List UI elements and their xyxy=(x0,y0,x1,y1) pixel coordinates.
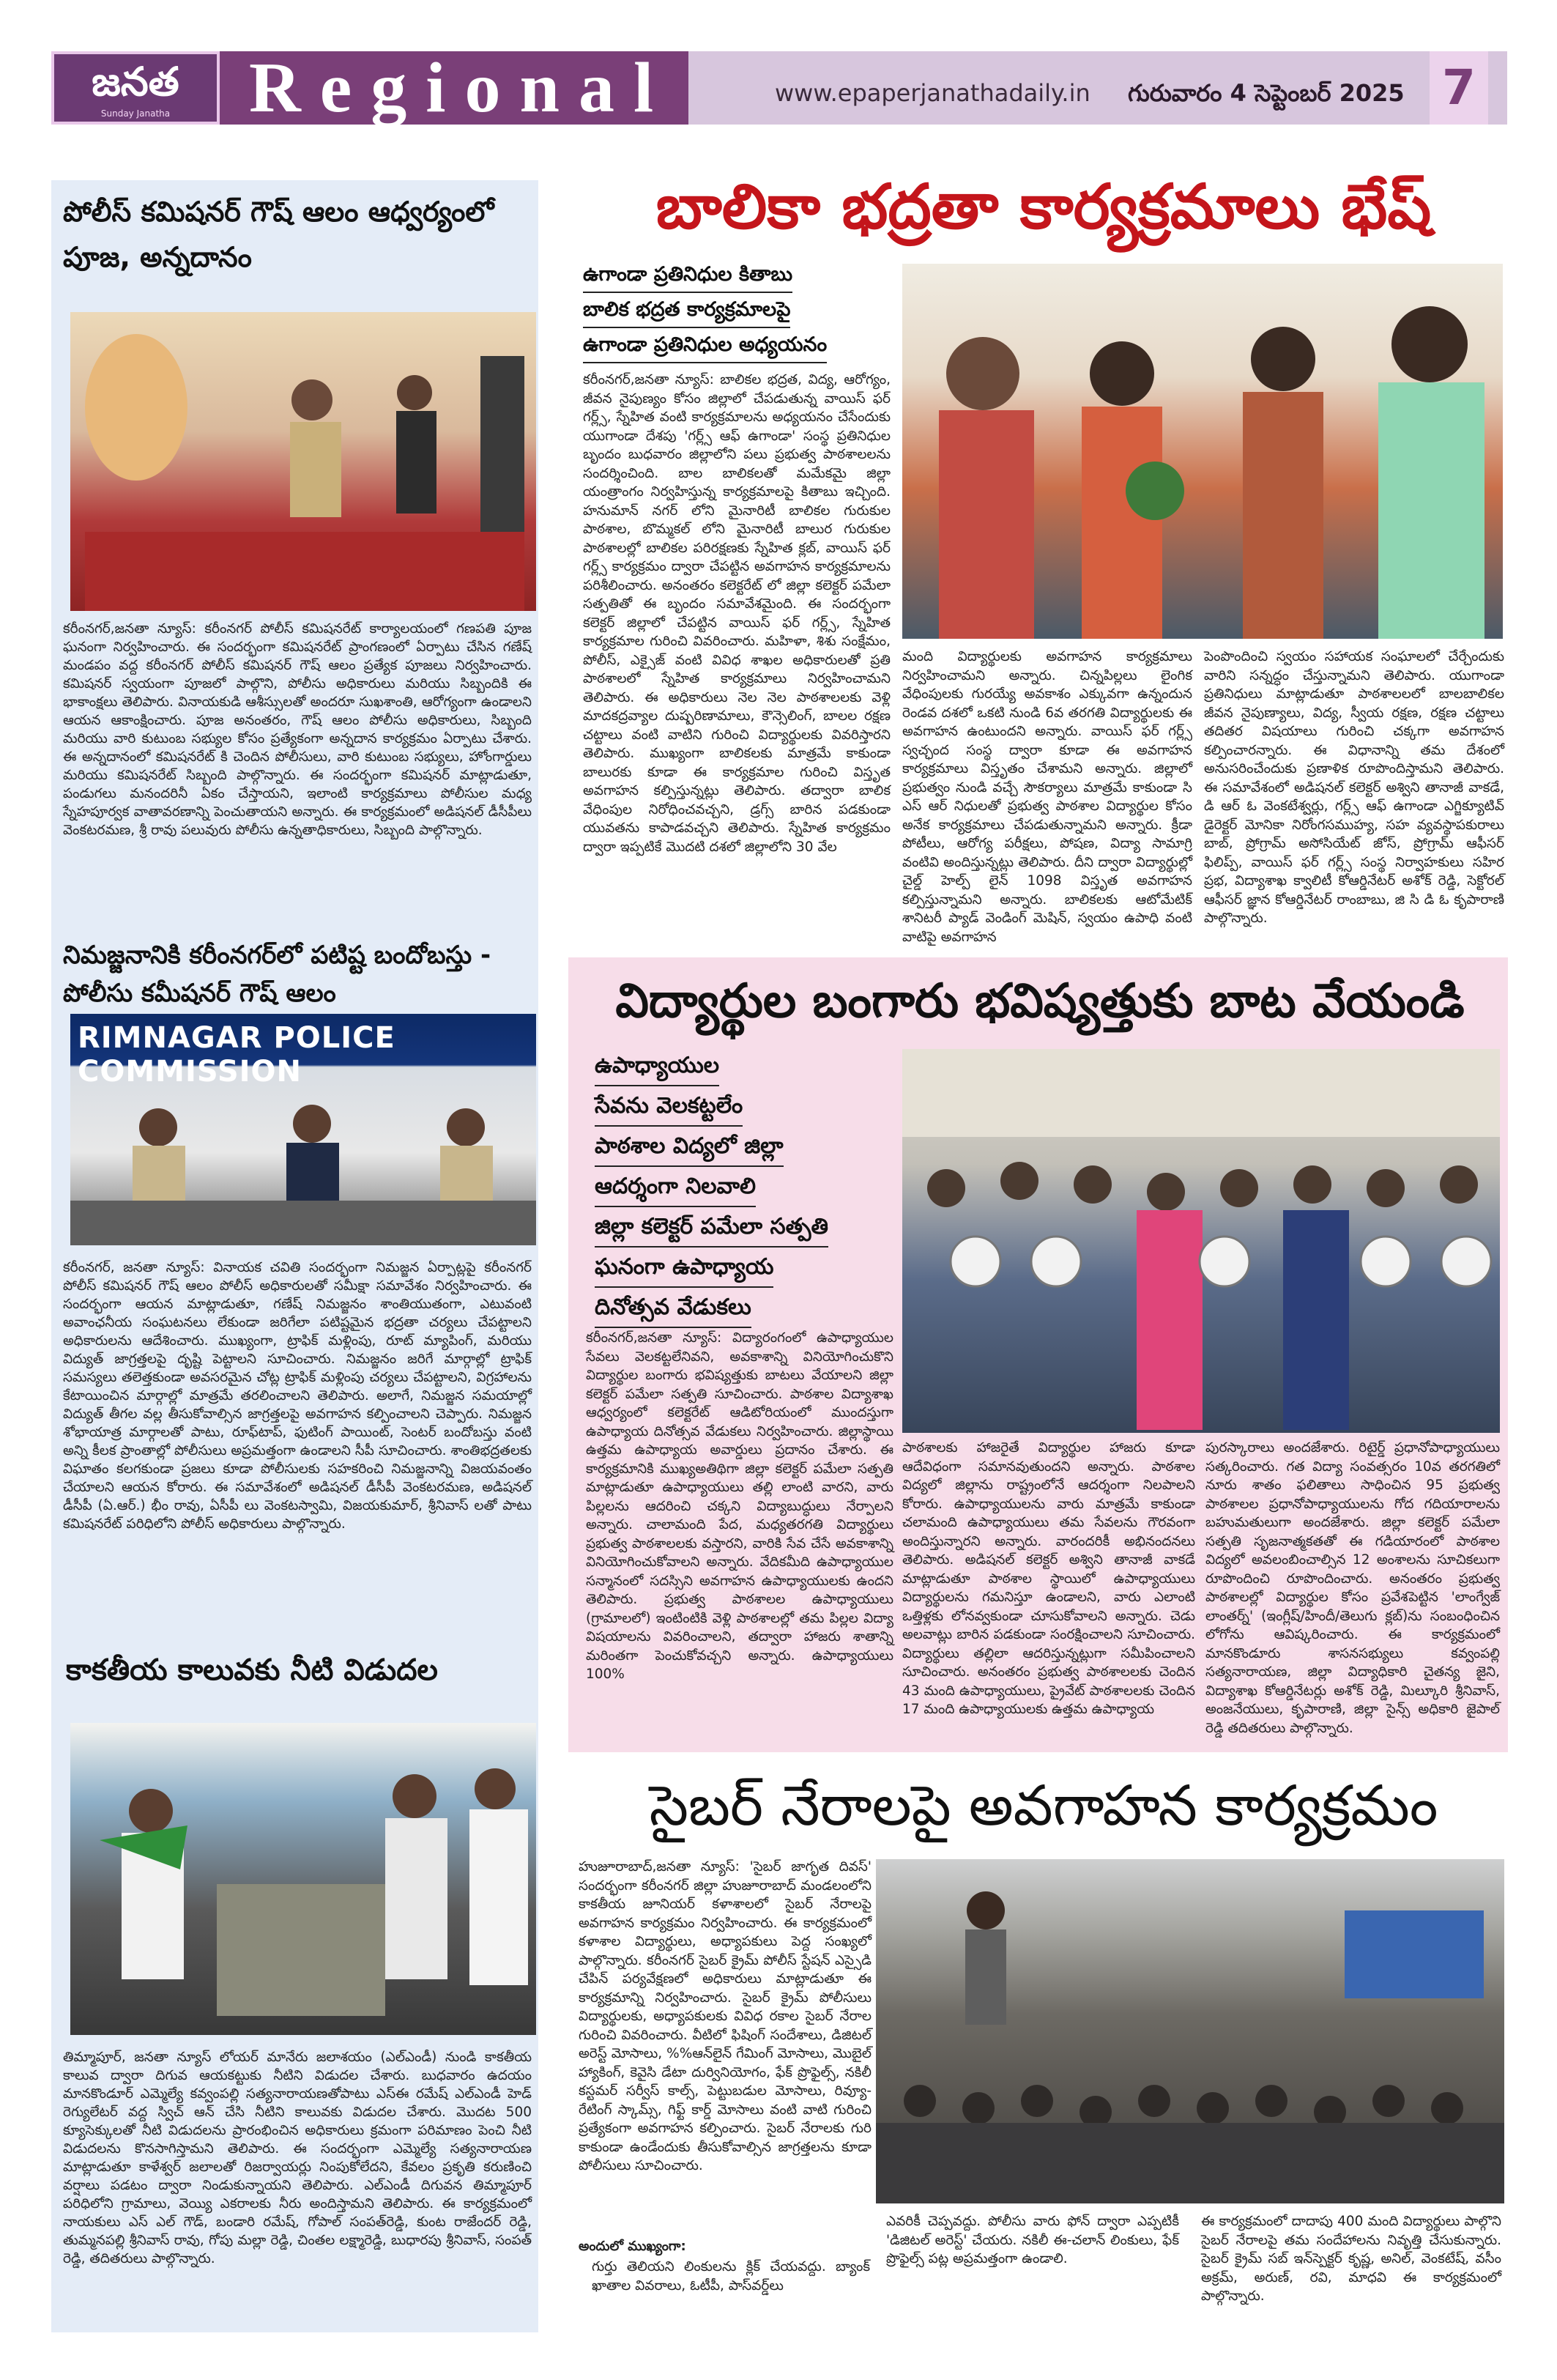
background-figure xyxy=(480,356,524,532)
teacher-head xyxy=(1147,1173,1185,1211)
story3-headline: కాకతీయ కాలువకు నీటి విడుదల xyxy=(66,1653,438,1687)
page-number: 7 xyxy=(1430,51,1488,125)
teachers-story-col3: పురస్కారాలు అందజేశారు. రిటైర్డ్ ప్రధానోపాధ్యాయులు సత్కరించారు. గత విద్యా సంవత్సరం 10వ తరగతిలో నూరు శాతం ఫలితాలు సాధించిన 95 ప్రభుత్వ పాఠశాలల ప్రధానోపాధ్యాయులను గోద గదియారాలను బహుమతులుగా అందజేశారు. జిల్లా కలెక్టర్ పమేలా సత్పతి సృజనాత్మకతతో ఈ గడియారంలో పాఠశాల విద్యలో అవలంబించాల్సిన 12 అంశాలను సూచికలుగా రూపొందించి రూపొందించారు. అనంతరం ప్రభుత్వ పాఠశాలల్లో విద్యార్థుల కోసం ప్రవేశపెట్టిన 'లాంగ్వేజ్ లాంతర్న్' (ఇంగ్లీష్/హిందీ/తెలుగు క్లబ్)ను సంబంధించిన లోగోను ఆవిష్కరించారు. ఈ కార్యక్రమంలో మానకొండూరు శాసనసభ్యులు కవ్వంపల్లి సత్యనారాయణ, జిల్లా విద్యాధికారి చైతన్య జైని, విద్యాశాఖ కోఆర్డినేటర్లు అశోక్ రెడ్డి, మిల్కూరి శ్రీనివాస్, అంజనేయులు, కృపారాణి, జిల్లా సైన్స్ అధికారి జైపాల్ రెడ్డి తదితరులు పాల్గొన్నారు. xyxy=(1205,1440,1500,1736)
teacher-head xyxy=(1074,1165,1112,1204)
logo-text: జనత xyxy=(92,59,179,105)
subhead-3: ఉగాండా ప్రతినిధుల అధ్యయనం xyxy=(583,328,827,363)
officer-right-uniform xyxy=(440,1146,493,1204)
official-head xyxy=(393,1774,436,1818)
commissioner-shirt xyxy=(286,1143,339,1205)
cyber-awareness-photo xyxy=(876,1859,1504,2203)
section-title: Regional xyxy=(220,51,688,125)
cyber-story-col3: ఈ కార్యక్రమంలో దాదాపు 400 మంది విద్యార్థులు పాల్గొని సైబర్ నేరాలపై తమ సందేహాలను నివృత్తి చేసుకున్నారు. సైబర్ క్రైమ్ సబ్ ఇన్‌స్పెక్టర్ కృష్ణ, అనిల్, వెంకటేష్, వసీం అక్రమ్, అరుణ్, రవి, మాధవి ఈ కార్యక్రమంలో పాల్గొన్నారు. xyxy=(1201,2214,1501,2304)
cyber-story-col2: ఎవరికీ చెప్పవద్దు. పోలీసు వారు ఫోన్ ద్వారా ఎప్పటికీ 'డిజిటల్ అరెస్ట్' చేయరు. నకిలీ ఈ-చలాన్ లింకులు, ఫేక్ ప్రొఫైల్స్ పట్ల అప్రమత్తంగా ఉండాలి. xyxy=(886,2214,1179,2266)
teachers-award-photo xyxy=(902,1049,1500,1433)
potted-plant xyxy=(1126,461,1184,520)
top-story-col2: మంది విద్యార్థులకు అవగాహన కార్యక్రమాలు నిర్వహించామని అన్నారు. చిన్నపిల్లలు లైంగిక వేధింపులకు గురయ్యే అవకాశం ఎక్కువగా ఉన్నందున రెండవ దశలో ఒకటి నుండి 6వ తరగతి విద్యార్థులకు ఈ అవగాహన ఉంటుందని అన్నారు. వాయిస్ ఫర్ గర్ల్స్ స్వచ్ఛంద సంస్థ ద్వారా కూడా ఈ అవగాహన కార్యక్రమాలు విస్తృతం చేశామని అన్నారు. జిల్లాలో ప్రభుత్వం నుండి వచ్చే సౌకర్యాలు మాత్రమే కాకుండా సి ఎస్ ఆర్ నిధులతో ప్రభుత్వ పాఠశాల విద్యార్థుల కోసం అనేక కార్యక్రమాలు చేపడుతున్నామని అన్నారు. క్రీడా పోటీలు, ఆరోగ్య పరీక్షలు, పోషణ, విద్యా సామాగ్రి వంటివి అందిస్తున్నట్లు తెలిపారు. దీని ద్వారా విద్యార్థుల్లో చైల్డ్ హెల్ప్ లైన్ 1098 విస్తృత అవగాహన కల్పిస్తున్నామని అన్నారు. బాలికలకు ఆటోమేటిక్ శానిటరీ ప్యాడ్ వెండింగ్ మెషిన్, స్వయం ఉపాధి వంటి వాటిపై అవగాహన xyxy=(902,649,1192,945)
clock-award xyxy=(951,1237,1000,1286)
award-photo-art xyxy=(902,1049,1500,1433)
canal-photo-art xyxy=(70,1723,536,2035)
top-story-headline: బాలికా భద్రతా కార్యక్రమాలు భేష్ xyxy=(655,171,1432,242)
teachers-story-subheads xyxy=(595,1046,902,1328)
story3-body: తిమ్మాపూర్, జనతా న్యూస్ లోయర్ మానేరు జలాశయం (ఎల్‌ఎండీ) నుండి కాకతీయ కాలువ ద్వారా దిగువ ఆయకట్టుకు నీటిని విడుదల చేశారు. బుధవారం ఉదయం మానకొండూర్ ఎమ్మెల్యే కవ్వంపల్లి సత్యనారాయణతోపాటు ఎస్ఈ రమేష్ ఎల్‌ఎండీ హెడ్ రెగ్యులేటర్ వద్ద స్విచ్ ఆన్ చేసి నీటిని కాలువకు విడుదల చేశారు. మొదట 500 క్యూసెక్కులతో నీటి విడుదలను ప్రారంభించిన అధికారులు క్రమంగా పరిమాణం పెంచి నీటి విడుదలను కొనసాగిస్తామని తెలిపారు. ఈ సందర్భంగా ఎమ్మెల్యే సత్యనారాయణ మాట్లాడుతూ కాళేశ్వర్ జలాలతో రిజర్వాయర్లు నింపుకోలేదని, కేవలం ప్రకృతి కరుణించి వర్షాలు పడటం ద్వారా నిండుకున్నాయని తెలిపారు. ఎల్‌ఎండీ దిగువన తిమ్మాపూర్ పరిధిలోని గ్రామాలు, వెయ్యి ఎకరాలకు నీరు అందిస్తామని తెలిపారు. ఈ కార్యక్రమంలో నాయకులు ఎస్ ఎల్ గౌడ్, బండారి రమేష్, గోపాల్ సంపత్‌రెడ్డి, కుంట రాజేందర్ రెడ్డి, తుమ్మనపల్లి శ్రీనివాస్ రావు, గోపు మల్లా రెడ్డి, చింతల లక్ష్మారెడ్డి, బుధారపు శ్రీనివాస్, సంపత్ రెడ్డి, తదితరులు పాల్గొన్నారు. xyxy=(63,2050,532,2266)
student-head xyxy=(962,2092,995,2124)
delegate-shirt-3 xyxy=(1378,382,1484,639)
ganesh-idol-shape xyxy=(85,334,187,481)
hall-ceiling xyxy=(902,1049,1500,1137)
top-story-col3: పెంపొందించి స్వయం సహాయక సంఘాలలో చేర్చేందుకు వారిని సన్నద్ధం చేస్తున్నామని తెలిపారు. యుగాండా ప్రతినిధులు మాట్లాడుతూ పాఠశాలలలో బాలబాలికల జీవన నైపుణ్యాలు, విద్య, స్వీయ రక్షణ, రక్షణ చట్టాలు తదితర విషయాలు గురించి చక్కగా అవగాహన కల్పించారన్నారు. ఈ విధానాన్ని తమ దేశంలో అనుసరించేందుకు ప్రణాళిక రూపొందిస్తామని తెలిపారు. ఈ సమావేశంలో అడిషనల్ కలెక్టర్ అశ్విని తానాజీ వాకడే, డి ఆర్ ఓ వెంకటేశ్వర్లు, గర్ల్స్ ఆఫ్ ఉగాండా ఎగ్జిక్యూటివ్ డైరెక్టర్ మోనికా నిరోంగసముహ్య, సహ వ్యవస్థాపకురాలు బాబ్, ప్రోగ్రామ్ అసోసియేట్ జోస్, ప్రోగ్రామ్ ఆఫీసర్ ఫిలిప్ప్, వాయిస్ ఫర్ గర్ల్స్ సంస్థ నిర్వాహకులు సహిర ప్రభ, విద్యాశాఖ క్వాలిటీ కోఆర్డినేటర్ అశోక్ రెడ్డి, సెక్టోరల్ ఆఫీసర్ జ్ఞాన కోఆర్డినేటర్ రాంబాబు, జి సి డి ఓ కృపారాణి పాల్గొన్నారు. xyxy=(1204,649,1504,926)
meeting-table xyxy=(70,1201,536,1245)
delegate-head-2 xyxy=(1251,327,1315,391)
top-story-col1: కరీంనగర్,జనతా న్యూస్: బాలికల భద్రత, విద్య, ఆరోగ్యం, జీవన నైపుణ్యం కోసం జిల్లాలో చేపడుతున్న వాయిస్ ఫర్ గర్ల్స్, స్నేహిత వంటి కార్యక్రమాలను అధ్యయనం చేసేందుకు యుగాండా దేశపు 'గర్ల్స్ ఆఫ్ ఉగాండా' సంస్థ ప్రతినిధుల బృందం బుధవారం జిల్లాలోని పలు ప్రభుత్వ పాఠశాలలను సందర్శించింది. బాల బాలికలతో మమేకమై జిల్లా యంత్రాంగం నిర్వహిస్తున్న కార్యక్రమాలపై కితాబు ఇచ్చింది. హనుమాన్ నగర్ లోని మైనారిటీ బాలికల గురుకుల పాఠశాల, బొమ్మకల్ లోని మైనారిటీ బాలుర గురుకుల పాఠశాలల్లో బాలికల పరిరక్షణకు స్నేహిత క్లబ్, వాయిస్ ఫర్ గర్ల్స్ కార్యక్రమం ద్వారా చేపట్టిన అవగాహన కార్యక్రమాలను పరిశీలించారు. అనంతరం కలెక్టరేట్ లో జిల్లా కలెక్టర్ పమేలా సత్పతితో ఈ బృందం సమావేశమైంది. ఈ సందర్భంగా కలెక్టర్ జిల్లాలో చేపట్టిన వాయిస్ ఫర్ గర్ల్స్, స్నేహిత కార్యక్రమాల గురించి వివరించారు. మహిళా, శిశు సంక్షేమం, పోలీస్, ఎక్సైజ్ వంటి వివిధ శాఖల అధికారులతో ప్రతి పాఠశాలలో స్నేహిత కార్యక్రమాలు నిర్వహించామని తెలిపారు. ఈ అధికారులు నెల నెల పాఠశాలలకు వెళ్లి మాదకద్రవ్యాల దుష్పరిణామాలు, కౌన్సెలింగ్, బాలల రక్షణ చట్టాలు వంటి వాటిని గురించి విద్యార్థులకు వివరిస్తారని తెలిపారు. ముఖ్యంగా బాలికలకు మాత్రమే కాకుండా బాలురకు కూడా ఈ కార్యక్రమాల గురించి విస్తృత అవగాహన కల్పిస్తున్నట్లు తెలిపారు. తద్వారా బాలిక వేధింపుల నిరోధించవచ్చని, డ్రగ్స్ బారిన పడకుండా యువతను కాపాడవచ్చని తెలిపారు. స్నేహిత కార్యక్రమం ద్వారా ఇప్పటికే మొదటి దశలో జిల్లాలోని 30 వేల xyxy=(583,372,891,855)
collector-head xyxy=(946,337,1019,410)
teacher-head xyxy=(1220,1169,1258,1207)
t-subhead-7: దినోత్సవ వేడుకలు xyxy=(595,1288,751,1328)
teachers-story-headline: విద్యార్థుల బంగారు భవిష్యత్తుకు బాట వేయండి xyxy=(615,974,1465,1028)
cyber-story-col1: హుజూరాబాద్,జనతా న్యూస్: 'సైబర్ జాగృత దివస్' సందర్భంగా కరీంనగర్ జిల్లా హుజూరాబాద్ మండలంలోని కాకతీయ జూనియర్ కళాశాలలో సైబర్ నేరాలపై అవగాహన కార్యక్రమం నిర్వహించారు. ఈ కార్యక్రమంలో కళాశాల విద్యార్థులు, అధ్యాపకులు పెద్ద సంఖ్యలో పాల్గొన్నారు. కరీంనగర్ సైబర్ క్రైమ్ పోలీస్ స్టేషన్ ఎస్సైడి చేపిన్ పర్యవేక్షణలో అధికారులు మాట్లాడుతూ ఈ కార్యక్రమాన్ని నిర్వహించారు. సైబర్ క్రైమ్ పోలీసులు విద్యార్థులకు, అధ్యాపకులకు వివిధ రకాల సైబర్ నేరాల గురించి వివరించారు. వీటిలో ఫిషింగ్ సందేశాలు, డిజిటల్ అరెస్ట్ మోసాలు, %%ఆన్‌లైన్ గేమింగ్ మోసాలు, మొబైల్ హ్యాకింగ్, కెవైసి డేటా దుర్వినియోగం, ఫేక్ ప్రొఫైల్స్, నకిలీ కస్టమర్ సర్వీస్ కాల్స్, పెట్టుబడుల మోసాలు, రివ్యూ-రేటింగ్ స్కామ్స్, గిఫ్ట్ కార్డ్ మోసాలు వంటి వాటి గురించి ప్రత్యేకంగా అవగాహన కల్పించారు. సైబర్ నేరాలకు గురి కాకుండా ఉండేందుకు తీసుకోవాల్సిన జాగ్రత్తలను కూడా పోలీసులు సూచించారు. xyxy=(579,1859,872,2173)
clock-award xyxy=(1200,1237,1249,1286)
teacher-saree xyxy=(1283,1210,1349,1430)
officer-figure xyxy=(396,411,436,514)
student-head xyxy=(1138,2085,1170,2117)
ganesh-puja-photo xyxy=(70,312,536,611)
delegate-head-3 xyxy=(1391,306,1468,382)
puja-photo-art xyxy=(70,312,536,611)
mla-figure xyxy=(469,1809,528,1985)
teacher-head xyxy=(1000,1162,1038,1200)
teacher-head xyxy=(1440,1165,1478,1204)
switch-panel xyxy=(217,1884,385,2016)
student-head xyxy=(904,2085,936,2117)
t-subhead-1: ఉపాధ్యాయుల xyxy=(595,1046,719,1086)
story2-headline: నిమజ్జనానికి కరీంనగర్‌లో పటిష్ట బందోబస్తు - పోలీసు కమీషనర్ గౌష్ ఆలం xyxy=(63,941,491,1008)
officer-left-head xyxy=(139,1108,177,1146)
cyber-photo-art xyxy=(876,1859,1504,2203)
officer-head xyxy=(397,375,432,410)
teacher-head xyxy=(1367,1169,1405,1207)
site-url[interactable]: www.epaperjanathadaily.in xyxy=(775,79,1090,107)
t-subhead-6: ఘనంగా ఉపాధ్యాయ xyxy=(595,1248,773,1288)
officer-right-head xyxy=(447,1108,485,1146)
mla-head xyxy=(475,1768,516,1809)
t-subhead-2: సేవను వెలకట్టలేం xyxy=(595,1086,743,1127)
student-head xyxy=(1197,2092,1229,2124)
commissioner-uniform xyxy=(290,422,341,517)
delegate-dress-2 xyxy=(1243,392,1323,639)
teachers-story-col1: కరీంనగర్,జనతా న్యూస్: విద్యారంగంలో ఉపాధ్యాయుల సేవలు వెలకట్టలేనివని, అవకాశాన్ని వినియోగించుకొని విద్యార్థుల బంగారు భవిష్యత్తుకు బాటలు వేయాలని జిల్లా కలెక్టర్ పమేలా సత్పతి సూచించారు. పాఠశాల విద్యాశాఖ ఆధ్వర్యంలో కలెక్టరేట్ ఆడిటోరియంలో ముందస్తుగా ఉపాధ్యాయ దినోత్సవ వేడుకలు నిర్వహించారు. జిల్లాస్థాయి ఉత్తమ ఉపాధ్యాయ అవార్డులు ప్రదానం చేశారు. ఈ కార్యక్రమానికి ముఖ్యఅతిథిగా జిల్లా కలెక్టర్ పమేలా సత్పతి మాట్లాడుతూ ఉపాధ్యాయులు తల్లి లాంటి వారని, వారు పిల్లలను ఆదరించి చక్కని విద్యాబుద్ధులు నేర్పాలని అన్నారు. చాలామంది పేద, మధ్యతరగతి విద్యార్థులు ప్రభుత్వ పాఠశాలలకు వస్తారని, వారికి సేవ చేసే అవకాశాన్ని వినియోగించుకోవాలని అన్నారు. వేదికమీది ఉపాధ్యాయుల సన్మానంలో సదస్సిని అవగాహన ఉపాధ్యాయులకు ఉందని తెలిపారు. ప్రభుత్వ పాఠశాలల ఉపాధ్యాయులు (గ్రామాలలో) ఇంటింటికి వెళ్లి పాఠశాలల్లో తమ పిల్లల విద్యా విషయాలను వివరించాలని, తద్వారా హాజరు శాతాన్ని మరింతగా పెంచుకోవచ్చని అన్నారు. ఉపాధ్యాయులు 100% xyxy=(586,1330,893,1682)
speaker-figure xyxy=(965,1929,1006,2025)
awareness-banner xyxy=(1345,1910,1484,1998)
subhead-2: బాలిక భద్రత కార్యక్రమాలపై xyxy=(583,293,790,328)
commissioner-head xyxy=(291,379,332,420)
student-head xyxy=(1372,2085,1405,2117)
clock-award xyxy=(1361,1237,1411,1286)
cyber-tips-heading: అందులో ముఖ్యంగా: xyxy=(579,2239,686,2254)
uganda-delegation-photo xyxy=(902,264,1503,639)
cyber-story-col1-tail: గుర్తు తెలియని లింకులను క్లిక్ చేయవద్దు. బ్యాంక్ ఖాతాల వివరాలు, ఓటీపీ, పాస్‌వర్డ్‌లు xyxy=(592,2259,870,2294)
delegate-dress-1 xyxy=(1082,407,1162,639)
teacher-head xyxy=(1293,1165,1331,1204)
meeting-photo-art xyxy=(70,1014,536,1245)
leader-head xyxy=(129,1789,173,1833)
t-subhead-4: ఆదర్శంగా నిలవాలి xyxy=(595,1167,756,1207)
logo-tagline: Sunday Janatha xyxy=(100,108,171,119)
collector-dress xyxy=(1137,1210,1203,1430)
top-story-subheads xyxy=(583,258,905,363)
police-meeting-photo xyxy=(70,1014,536,1245)
student-head xyxy=(1431,2092,1463,2124)
speaker-head xyxy=(967,1891,1005,1929)
issue-date: గురువారం 4 సెప్టెంబర్ 2025 xyxy=(1128,79,1405,107)
teachers-story-col2: పాఠశాలకు హాజరైతే విద్యార్థుల హాజరు కూడా ఆదేవిధంగా సమానవుతుందని అన్నారు. పాఠశాల విద్యలో జిల్లాను రాష్ట్రంలోనే ఆదర్శంగా నిలపాలని కోరారు. ఉపాధ్యాయులను వారు మాత్రమే కాకుండా చలామంది ఉపాధ్యాయులు తమ సేవలను గౌరవంగా అందిస్తున్నారని అన్నారు. వారందరికీ అభినందనలు తెలిపారు. అడిషనల్ కలెక్టర్ అశ్విని తానాజీ వాకడే మాట్లాడుతూ పాఠశాల స్థాయిలో ఉపాధ్యాయులు విద్యార్థులను గమనిస్తూ ఉండాలని, వారు ఎలాంటి ఒత్తిళ్లకు లోనవ్వకుండా చూసుకోవాలని అన్నారు. చెడు అలవాట్లు బారిన పడకుండా సంరక్షించాలని సూచించారు. విద్యార్థులు తల్లిలా ఆదరిస్తున్నట్లుగా సమీపించాలని సూచించారు. అనంతరం ప్రభుత్వ పాఠశాలలకు చెందిన 43 మంది ఉపాధ్యాయులు, ప్రైవేట్ పాఠశాలలకు చెందిన 17 మంది ఉపాధ్యాయులకు ఉత్తమ ఉపాధ్యాయ xyxy=(902,1440,1195,1717)
student-head xyxy=(1021,2085,1053,2117)
story2-body: కరీంనగర్, జనతా న్యూస్: వినాయక చవితి సందర్భంగా నిమజ్జన ఏర్పాట్లపై కరీంనగర్ పోలీస్ కమిషనర్ గౌష్ ఆలం పోలీస్ అధికారులతో సమీక్షా సమావేశం నిర్వహించారు. ఈ సందర్భంగా ఆయన మాట్లాడుతూ, గణేష్ నిమజ్జనం శాంతియుతంగా, ఎటువంటి అవాంఛనీయ సంఘటనలు లేకుండా జరిగేలా పటిష్టమైన భద్రతా చర్యలు చేపట్టాలని అధికారులను ఆదేశించారు. ముఖ్యంగా, ట్రాఫిక్ మళ్లింపు, రూట్ మ్యాపింగ్, మరియు విద్యుత్ జాగ్రత్తలపై దృష్టి పెట్టాలని సూచించారు. నిమజ్జనం జరిగే మార్గాల్లో ట్రాఫిక్ సమస్యలు తలెత్తకుండా అవసరమైన చోట్ల ట్రాఫిక్ మళ్లింపు చర్యలు చేపట్టాలని, విగ్రహాలను కేటాయించిన మార్గాల్లో మాత్రమే తరలించాలని తెలిపారు. అలాగే, నిమజ్జన సమయాల్లో విద్యుత్ తీగల వల్ల తీసుకోవాల్సిన జాగ్రత్తలపై అవగాహన కల్పించాలని చెప్పారు. నిమజ్జన శోభాయాత్ర మార్గాలతో పాటు, రూఫ్‌టాప్, ఫుటింగ్ పాయింట్, సెంటర్ బందోబస్తు వంటి అన్ని కీలక ప్రాంతాల్లో పోలీసులు అప్రమత్తంగా ఉండాలని సీపీ సూచించారు. శాంతిభద్రతలకు విఘాతం కలగకుండా ప్రజలు కూడా పోలీసులకు సహకరించి నిమజ్జనాన్ని విజయవంతం చేయాలని ఆయన కోరారు. ఈ సమావేశంలో అడిషనల్ డీసీపీ వెంకటరమణ, అడిషనల్ డీసీపీ (ఏ.ఆర్.) భీం రావు, ఏసీపీ లు వెంకటస్వామి, విజయకుమార్, శ్రీనివాస్ లతో పాటు కమిషనరేట్ పరిధిలోని పోలీస్ అధికారులు పాల్గొన్నారు. xyxy=(63,1260,532,1532)
officer-left-uniform xyxy=(133,1146,185,1204)
clock-award xyxy=(1441,1237,1491,1286)
delegate-head-1 xyxy=(1090,341,1154,406)
story1-headline: పోలీస్ కమిషనర్ గౌష్ ఆలం ఆధ్వర్యంలో పూజ, అన్నదానం xyxy=(63,196,494,273)
altar-cloth xyxy=(85,532,524,611)
t-subhead-5: జిల్లా కలెక్టర్ పమేలా సత్పతి xyxy=(595,1207,828,1248)
newspaper-logo xyxy=(51,51,220,125)
student-head xyxy=(1255,2085,1287,2117)
story1-body: కరీంనగర్,జనతా న్యూస్: కరీంనగర్ పోలీస్ కమిషనరేట్ కార్యాలయంలో గణపతి పూజ ఘనంగా నిర్వహించారు. ఈ సందర్భంగా కమిషనరేట్ ప్రాంగణంలో ఏర్పాటు చేసిన గణేష్ మండపం వద్ద కరీంనగర్ పోలీస్ కమిషనర్ గౌష్ ఆలం ప్రత్యేక పూజలు నిర్వహించారు. కమిషనర్ స్వయంగా పూజలో పాల్గొని, పోలీసు అధికారులు మరియు సిబ్బందికి ఈ భాకాంక్షలు తెలిపారు. వినాయకుడి ఆశీస్సులతో అందరూ సుఖశాంతి, ఆరోగ్యంగా ఉండాలని ఆయన ఆకాంక్షించారు. పూజ అనంతరం, గౌష్ ఆలం పోలీసు అధికారులు, సిబ్బంది మరియు వారి కుటుంబ సభ్యుల కోసం ప్రత్యేకంగా అన్నదాన కార్యక్రమం ఏర్పాటు చేశారు. ఈ అన్నదానంలో కమిషనరేట్ కి చెందిన పోలీసులు, వారి కుటుంబ సభ్యులు, హోంగార్డులు మరియు కమిషనరేట్ సిబ్బంది పాల్గొన్నారు. ఈ సందర్భంగా కమిషనర్ మాట్లాడుతూ, పండుగలు మనందరినీ ఏకం చేస్తాయని, ఇలాంటి కార్యక్రమాలు పోలీసుల మధ్య స్నేహపూర్వక వాతావరణాన్ని పెంచుతాయని అన్నారు. ఈ కార్యక్రమంలో అడిషనల్ డీసీపీలు వెంకటరమణ, శ్రీ రావు పలువురు పోలీసు ఉన్నతాధికారులు, సిబ్బంది పాల్గొన్నారు. xyxy=(63,621,532,838)
canal-release-photo xyxy=(70,1723,536,2035)
clock-award xyxy=(1031,1237,1081,1286)
subhead-1: ఉగాండా ప్రతినిధుల కితాబు xyxy=(583,258,792,293)
t-subhead-3: పాఠశాల విద్యలో జిల్లా xyxy=(595,1127,784,1167)
cyber-story-headline: సైబర్ నేరాలపై అవగాహన కార్యక్రమం xyxy=(649,1773,1438,1838)
delegation-photo-art xyxy=(902,264,1503,639)
official-figure xyxy=(385,1818,447,1979)
teacher-head xyxy=(927,1169,965,1207)
seated-students xyxy=(876,2123,1504,2203)
police-commission-banner: RIMNAGAR POLICE COMMISSION xyxy=(78,1021,395,1089)
collector-saree xyxy=(939,410,1034,639)
commissioner-head xyxy=(293,1105,331,1143)
